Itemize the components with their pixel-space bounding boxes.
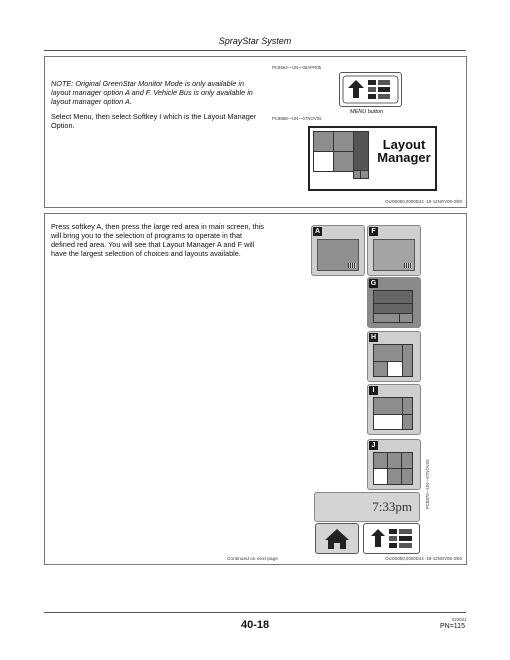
option-label: G <box>370 280 377 287</box>
menu-icon <box>340 73 401 106</box>
layout-option-h[interactable] <box>367 331 421 382</box>
section-layout-manager-intro <box>44 56 467 208</box>
clock-bar <box>314 492 420 522</box>
page-number: 40-18 <box>241 619 270 631</box>
pn-number: PN=115 <box>440 623 465 630</box>
reference-code: OUO6050,0000D44 -19-12NOV05-3/60 <box>385 556 462 561</box>
clock-time: 7:33pm <box>372 499 412 514</box>
figure-code: PC8663—UN—05APR05 <box>272 65 322 70</box>
layout-manager-label: Manager <box>377 150 431 165</box>
note-text: NOTE: Original GreenStar Monitor Mode is only available in layout manager option A and F. Vehicle Bus is only available in layout manager option A. <box>51 79 253 106</box>
layout-option-f[interactable] <box>367 225 421 276</box>
figure-code: PC8858—UN—07NOV05 <box>272 116 322 121</box>
home-button[interactable] <box>315 523 359 554</box>
option-label: J <box>369 441 378 450</box>
option-label: H <box>370 334 377 341</box>
layout-option-a[interactable] <box>311 225 365 276</box>
layout-grid-icon <box>313 131 371 185</box>
page-header: SprayStar System <box>218 36 292 46</box>
menu-button-caption: MENU button <box>350 109 384 115</box>
figure-code: PC8870—UN—07NOV05 <box>425 459 430 509</box>
continued-note: Continued on next page <box>227 556 278 561</box>
layout-option-j[interactable] <box>367 439 421 490</box>
layout-manager-button[interactable] <box>308 126 437 191</box>
menu-button[interactable] <box>339 72 402 107</box>
footer-rule <box>44 612 466 613</box>
paragraph-text: Press softkey A, then press the large red area in main screen, this will bring you to the selection of programs to operate in that defined red area. You will see that Layout Manager A and F will have the largest selection of choices and layouts available. <box>51 222 264 258</box>
home-icon <box>316 524 358 553</box>
option-label: I <box>369 386 378 395</box>
instruction-text: Select Menu, then select Softkey I which is the Layout Manager Option. <box>51 112 257 130</box>
layout-manager-label: Layout <box>382 137 426 152</box>
option-label: A <box>314 228 321 235</box>
layout-option-g[interactable] <box>367 277 421 328</box>
layout-option-i[interactable] <box>367 384 421 435</box>
document-code: 022021 <box>452 617 467 622</box>
option-label: F <box>369 227 378 236</box>
menu-icon <box>364 524 419 553</box>
header-rule <box>44 50 466 51</box>
section-layout-selection <box>44 213 467 565</box>
menu-button[interactable] <box>363 523 420 554</box>
reference-code: OUO6050,0000D44 -19-12NOV05-3/60 <box>385 199 462 204</box>
